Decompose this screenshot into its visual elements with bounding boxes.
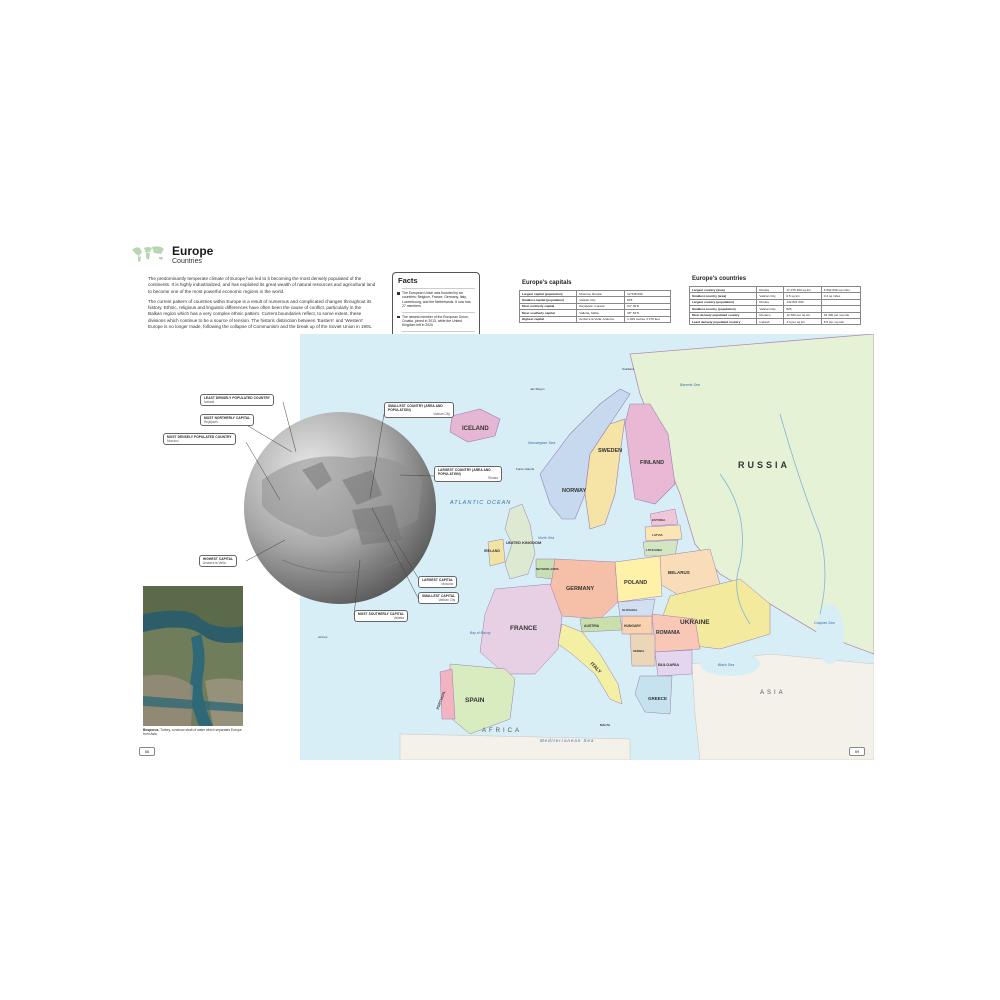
table-cell: 1 029 metres 3 376 feet: [625, 316, 671, 322]
photo-caption: [143, 728, 247, 736]
map-label-north-sea: North Sea: [538, 536, 555, 540]
table-cell: Smallest capital (population): [520, 297, 577, 303]
table-cell: Most northerly capital: [520, 303, 577, 309]
callout-most-southerly: [354, 610, 408, 622]
callout-label: SMALLEST CAPITAL: [422, 594, 456, 598]
poland-region: [615, 556, 662, 602]
callout-label: SMALLEST COUNTRY (AREA AND POPULATION): [388, 404, 443, 412]
countries-table: [689, 286, 861, 325]
table-cell: Iceland: [757, 318, 784, 324]
callout-smallest-capital: [418, 592, 459, 604]
intro-paragraph-1: The predominantly temperate climate of Europe has led to it becoming the most densely populated of the continents. It is highly industrialized, and has exploited its great wealth of natural resources and agricultural land to become one of the most powerful economic regions in the world.: [148, 276, 376, 294]
table-cell: Vatican City: [757, 293, 784, 299]
table-cell: Vatican City: [577, 297, 625, 303]
page-subtitle: Countries: [172, 258, 202, 265]
table-cell: 12 300 per sq km: [784, 312, 821, 318]
callout-value: Andorra la Vella: [203, 561, 226, 565]
map-label-spain: SPAIN: [465, 697, 485, 704]
table-cell: Valletta, Malta: [577, 310, 625, 316]
table-cell: 35° 54'N: [625, 310, 671, 316]
table-cell: 8.5 per sq mile: [821, 318, 860, 324]
map-label-finland: FINLAND: [640, 460, 665, 466]
map-label-ukraine: UKRAINE: [680, 619, 710, 626]
table-cell: 6 592 849 sq miles: [821, 287, 860, 293]
bosporus-satellite-photo: [143, 586, 243, 726]
table-cell: Largest country (area): [690, 287, 757, 293]
map-label-latvia: LATVIA: [652, 533, 663, 537]
map-label-caspian-sea: Caspian Sea: [814, 621, 835, 625]
map-label-poland: POLAND: [624, 580, 648, 586]
latvia-region: [645, 525, 682, 541]
table-cell: Most densely populated country: [690, 312, 757, 318]
callout-value: Iceland: [204, 400, 215, 404]
table-row: [690, 318, 861, 324]
map-label-svalbard: Svalbard: [622, 367, 634, 371]
table-cell: 142 821 000: [784, 299, 821, 305]
callout-label: LARGEST COUNTRY (AREA AND POPULATION): [438, 468, 491, 476]
capitals-table-title: Europe's capitals: [522, 280, 572, 286]
table-cell: 17 075 400 sq km: [784, 287, 821, 293]
map-label-black-sea: Black Sea: [718, 663, 735, 667]
table-cell: 3.3 per sq km: [784, 318, 821, 324]
map-label-norwegian-sea: Norwegian Sea: [528, 440, 556, 445]
intro-paragraph-2: The current pattern of countries within Europe is a result of numerous and complicated changes throughout its history. Ethnic, religious and linguistic differences have often been the cause of conflict, particularly in the Balkan region which has a very complex ethnic pattern. Current boundaries reflect, to some extent, these divisions which continue to be a source of tension. The historic distinction between 'Eastern' and 'Western' Europe is no longer made, following the collapse of Communism and the break up of the Soviet Union in 1991.: [148, 298, 373, 330]
table-cell: 0.2 sq miles: [821, 293, 860, 299]
map-label-belarus: BELARUS: [668, 570, 690, 575]
fact-item: The European Union was founded by six countries: Belgium, France, Germany, Italy, Luxembourg, and the Netherlands. It now has 27 members: [402, 288, 475, 309]
map-label-azores: Azores: [318, 635, 328, 639]
table-cell: Russia: [757, 287, 784, 293]
table-cell: Russia: [757, 299, 784, 305]
callout-label: LEAST DENSELY POPULATED COUNTRY: [204, 396, 270, 400]
callout-label: MOST SOUTHERLY CAPITAL: [358, 612, 405, 616]
map-label-lithuania: LITHUANIA: [646, 548, 663, 552]
facts-title: Facts: [398, 276, 418, 285]
capitals-table: [519, 290, 671, 323]
map-label-ireland: IRELAND: [484, 549, 500, 553]
callout-value: Vatican City: [438, 598, 456, 602]
countries-table-title: Europe's countries: [692, 276, 747, 282]
table-cell: 825: [784, 306, 821, 312]
map-label-barents-sea: Barents Sea: [680, 383, 700, 387]
table-cell: 0.5 sq km: [784, 293, 821, 299]
callout-label: LARGEST CAPITAL: [422, 578, 454, 582]
table-cell: 64° 39'N: [625, 303, 671, 309]
table-cell: Largest capital (population): [520, 291, 577, 297]
caption-text: Turkey, a narrow strait of water which separates Europe from Asia: [143, 728, 242, 737]
intro-text: [148, 276, 376, 334]
map-label-faroe: Faroe Islands: [516, 467, 535, 471]
map-label-germany: GERMANY: [566, 586, 595, 592]
map-label-romania: ROMANIA: [656, 630, 680, 636]
fact-item: The newest member of the European Union, Croatia, joined in 2013, while the United Kingdom left in 2020: [402, 312, 475, 328]
callout-label: MOST NORTHERLY CAPITAL: [204, 416, 251, 420]
table-cell: Moscow, Russia: [577, 291, 625, 297]
table-cell: Least densely populated country: [690, 318, 757, 324]
page-number-right: 59: [849, 747, 865, 756]
map-label-bulgaria: BULGARIA: [658, 662, 680, 667]
map-label-greece: GREECE: [648, 696, 668, 701]
map-label-malta: MALTA: [600, 723, 611, 727]
callout-value: Moscow: [441, 582, 454, 586]
map-label-netherlands: NETHERLANDS: [536, 567, 559, 571]
callout-value: Reykjavík: [204, 420, 218, 424]
table-cell: Smallest country (population): [690, 306, 757, 312]
callout-value: Vatican City: [433, 412, 450, 416]
map-label-italy: ITALY: [588, 661, 603, 676]
page-number-left: 58: [139, 747, 155, 756]
map-label-norway: NORWAY: [562, 488, 587, 494]
map-label-estonia: ESTONIA: [652, 518, 666, 522]
map-label-mediterranean: Mediterranean Sea: [540, 738, 595, 743]
caption-bold: Bosporus,: [143, 728, 160, 732]
callout-least-densely: [200, 394, 274, 406]
table-cell: 12 538 000: [625, 291, 671, 297]
map-label-atlantic: ATLANTIC OCEAN: [450, 500, 512, 506]
callout-smallest-country: [384, 402, 454, 418]
world-map-icon: [130, 244, 166, 264]
callout-highest-capital: [199, 555, 237, 567]
table-cell: Largest country (population): [690, 299, 757, 305]
map-label-portugal: PORTUGAL: [435, 690, 447, 711]
map-label-africa: AFRICA: [482, 728, 523, 734]
map-label-hungary: HUNGARY: [624, 624, 642, 628]
table-cell: 825: [625, 297, 671, 303]
callout-label: MOST DENSELY POPULATED COUNTRY: [167, 435, 232, 439]
page-title: Europe: [172, 244, 214, 258]
callout-label: HIGHEST CAPITAL: [203, 557, 234, 561]
map-label-slovakia: SLOVAKIA: [622, 608, 638, 612]
table-row: [520, 316, 671, 322]
callout-largest-country: [434, 466, 502, 482]
map-label-iceland: ICELAND: [462, 426, 489, 432]
table-cell: Andorra la Vella, Andorra: [577, 316, 625, 322]
table-cell: Highest capital: [520, 316, 577, 322]
map-label-austria: AUSTRIA: [584, 624, 600, 628]
callout-most-northerly: [200, 414, 254, 426]
map-label-sweden: SWEDEN: [598, 448, 623, 454]
table-cell: Smallest country (area): [690, 293, 757, 299]
map-label-bay-of-biscay: Bay of Biscay: [470, 631, 491, 635]
table-cell: Most southerly capital: [520, 310, 577, 316]
globe-illustration: [242, 410, 438, 606]
callout-largest-capital: [418, 576, 457, 588]
map-label-uk: UNITED KINGDOM: [506, 540, 542, 545]
callout-value: Monaco: [167, 439, 179, 443]
callout-value: Valletta: [393, 616, 405, 620]
map-label-jan-mayen: Jan Mayen: [530, 387, 545, 391]
map-label-asia: ASIA: [760, 690, 786, 696]
table-cell: Reykjavík, Iceland: [577, 303, 625, 309]
callout-value: Russia: [488, 476, 498, 480]
callout-most-densely: [163, 433, 236, 445]
table-cell: 32 300 per sq mile: [821, 312, 860, 318]
map-label-russia: RUSSIA: [738, 460, 791, 470]
map-label-serbia: SERBIA: [633, 649, 645, 653]
map-label-france: FRANCE: [510, 625, 538, 632]
table-cell: Vatican City: [757, 306, 784, 312]
table-cell: Monaco: [757, 312, 784, 318]
